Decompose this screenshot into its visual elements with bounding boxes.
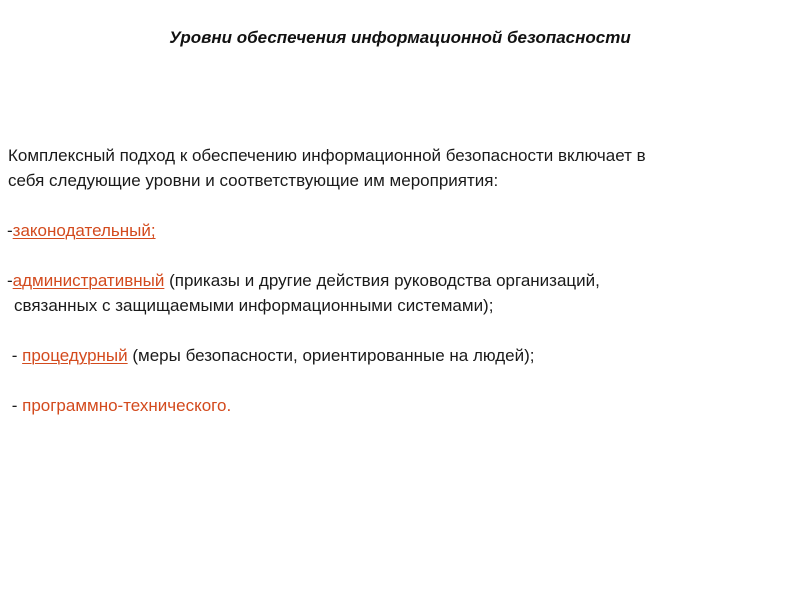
slide-title: Уровни обеспечения информационной безопасности <box>169 28 631 47</box>
intro-paragraph <box>7 143 777 193</box>
list-dash: - <box>7 396 23 415</box>
intro-line-2: себя следующие уровни и соответствующие им мероприятия: <box>8 171 499 190</box>
level-link-legislative[interactable]: законодательный; <box>12 221 156 240</box>
list-item-administrative <box>7 268 777 318</box>
list-dash: - <box>7 221 13 240</box>
list-item-legislative <box>7 218 777 243</box>
level-text-software-technical: программно-технического. <box>22 396 232 415</box>
list-dash: - <box>7 346 23 365</box>
item-description: (приказы и другие действия руководства организаций, <box>164 271 600 290</box>
level-link-procedural[interactable]: процедурный <box>22 346 128 365</box>
item-description: (меры безопасности, ориентированные на людей); <box>127 346 535 365</box>
intro-line-1: Комплексный подход к обеспечению информационной безопасности включает в <box>8 146 646 165</box>
list-dash: - <box>7 271 13 290</box>
list-item-procedural <box>7 343 777 368</box>
level-link-administrative[interactable]: административный <box>12 271 165 290</box>
item-description-continued: связанных с защищаемыми информационными системами); <box>14 296 494 315</box>
list-item-software-technical <box>7 393 777 418</box>
slide-body <box>7 143 777 418</box>
